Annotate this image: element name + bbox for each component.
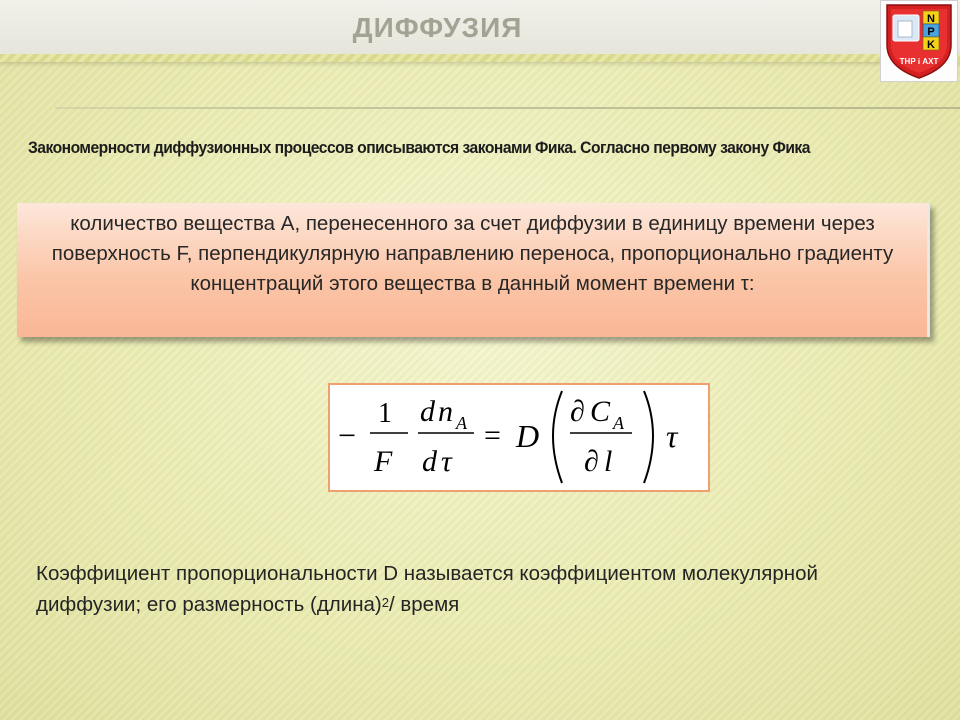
slide-title: ДИФФУЗИЯ: [352, 12, 523, 43]
logo-letter-p: P: [927, 26, 935, 38]
logo-shield-icon: [881, 1, 957, 81]
logo-letter-n: N: [927, 13, 935, 25]
formula-equals: =: [484, 419, 501, 452]
coefficient-tail: / время: [388, 593, 460, 616]
definition-text: количество вещества А, перенесенного за счет диффузии в единицу времени через поверхность F, перпендикулярную направлению переноса, пропорционально градиенту концентраций этого вещества в данный момент времени τ:: [51, 212, 894, 295]
formula-d-coefficient: D: [516, 418, 540, 454]
formula-n: n: [438, 395, 453, 428]
formula-f: F: [374, 445, 393, 478]
formula-one: 1: [378, 398, 392, 429]
formula-subscript-a: A: [456, 413, 467, 433]
formula-partial-numerator: ∂: [570, 395, 585, 428]
university-logo: [880, 0, 958, 82]
formula-minus: −: [338, 417, 357, 453]
logo-caption: ТНР і АХТ: [899, 57, 939, 66]
title-stripe: [0, 54, 960, 62]
fick-formula: [328, 383, 710, 492]
formula-d-numerator: d: [420, 395, 435, 428]
title-underline: [55, 107, 960, 109]
left-parenthesis: [553, 391, 562, 483]
formula-tau: τ: [441, 445, 452, 478]
formula-graphic: [330, 385, 708, 490]
coefficient-note: [36, 558, 916, 620]
intro-statement: Закономерности диффузионных процессов описываются законами Фика. Согласно первому закону Фика: [28, 138, 810, 157]
formula-tau-2: τ: [666, 418, 678, 454]
formula-subscript-a-2: A: [613, 413, 624, 433]
coefficient-exponent: 2: [381, 595, 389, 610]
right-parenthesis: [644, 391, 653, 483]
formula-partial-denominator: ∂: [584, 445, 599, 478]
logo-letter-k: K: [927, 39, 935, 51]
formula-l: l: [604, 445, 613, 478]
formula-c: C: [590, 395, 611, 428]
coefficient-text: Коэффициент пропорциональности D называется коэффициентом молекулярной диффузии; его размерность (длина): [36, 562, 818, 616]
formula-d-denominator: d: [422, 445, 437, 478]
